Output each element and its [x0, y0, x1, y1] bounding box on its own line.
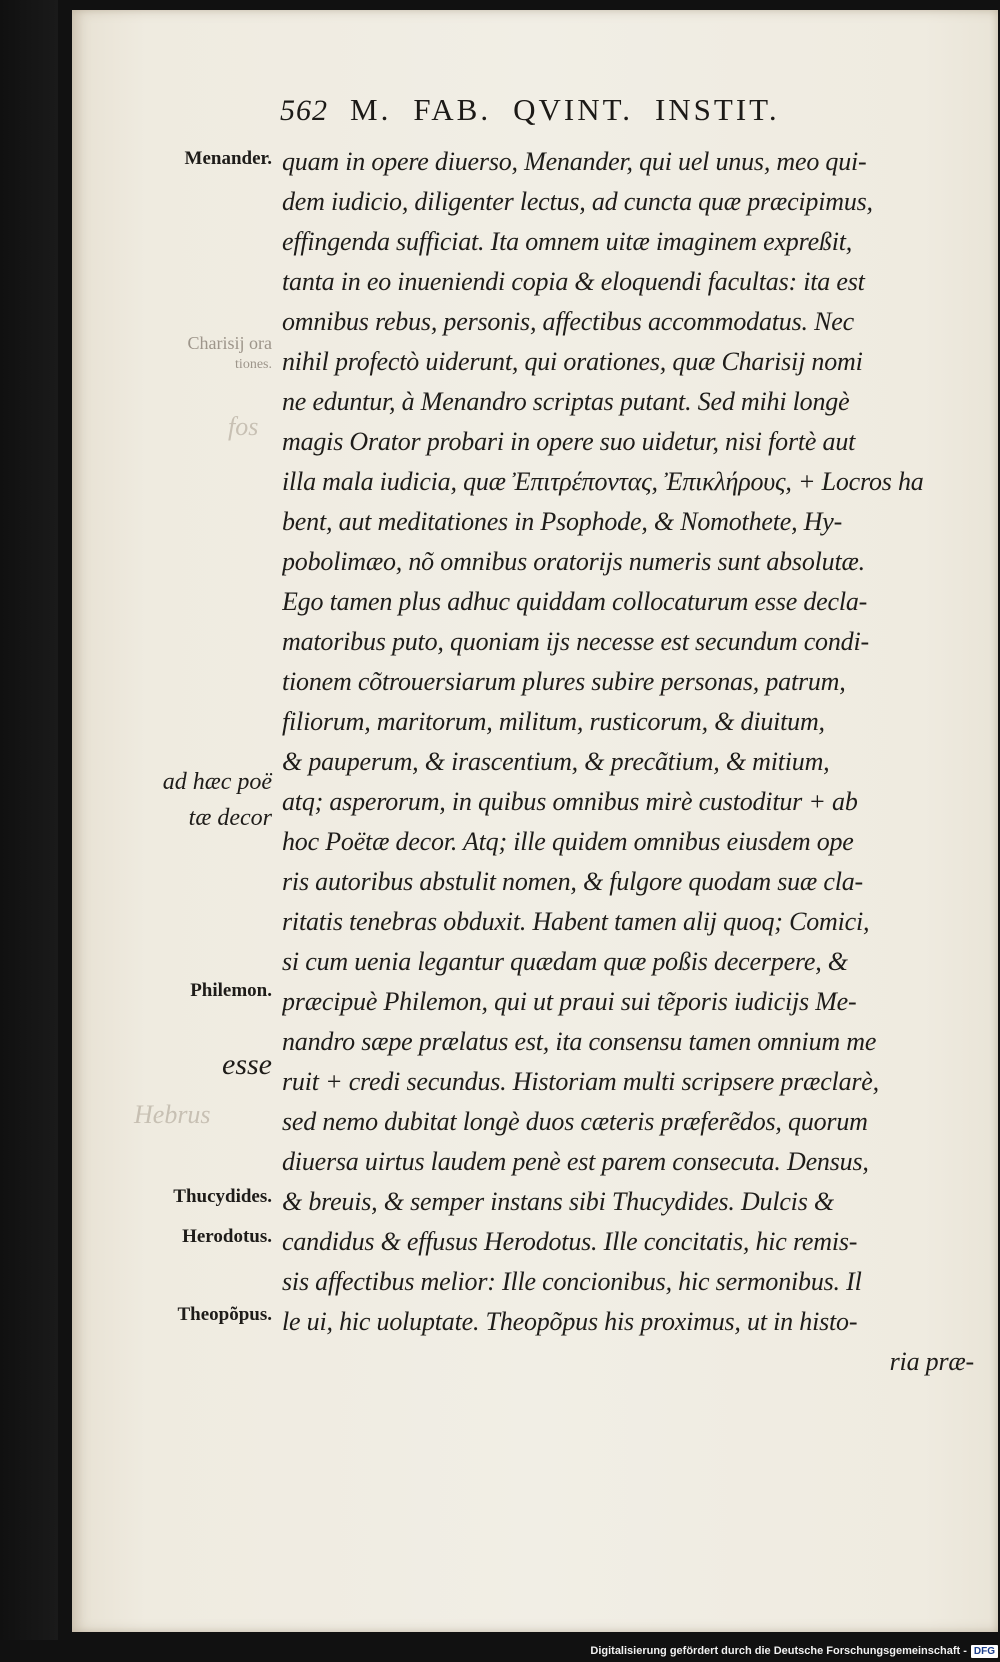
- margin-note-philemon: Philemon.: [190, 980, 272, 1001]
- text-line: quam in opere diuerso, Menander, qui uel unus, meo qui-: [282, 147, 867, 176]
- text-line: filiorum, maritorum, militum, rusticorum, & diuitum,: [282, 707, 825, 736]
- text-line: matoribus puto, quoniam ijs necesse est secundum condi-: [282, 627, 869, 656]
- page-number: 562: [280, 94, 328, 127]
- text-line: effingenda sufficiat. Ita omnem uitæ imaginem expreßit,: [282, 227, 853, 256]
- text-line: omnibus rebus, personis, affectibus accommodatus. Nec: [282, 307, 854, 336]
- text-line: ris autoribus abstulit nomen, & fulgore quodam suæ cla-: [282, 867, 863, 896]
- credit-text: Digitalisierung gefördert durch die Deutsche Forschungsgemeinschaft -: [590, 1645, 967, 1657]
- margin-note-adhaec: ad hæc poë: [162, 769, 272, 795]
- text-line: & pauperum, & irascentium, & precãtium, & mitium,: [282, 747, 830, 776]
- catchword: ria præ-: [889, 1347, 974, 1376]
- digitization-credit: [580, 1642, 998, 1660]
- text-line: ruit + credi secundus. Historiam multi scripsere præclarè,: [282, 1067, 879, 1096]
- text-line: hoc Poëtæ decor. Atq; ille quidem omnibus eiusdem ope: [282, 827, 854, 856]
- book-page: [72, 10, 998, 1632]
- margin-note-thucydides: Thucydides.: [173, 1186, 272, 1207]
- running-title-work: INSTIT.: [654, 92, 780, 127]
- text-line: illa mala iudicia, quæ Ἐπιτρέποντας, Ἐπικλήρους, + Locros ha: [282, 467, 924, 496]
- running-title-surname: QVINT.: [513, 92, 633, 127]
- ghost-mark-hebrus: Hebrus: [134, 1100, 211, 1129]
- text-line: & breuis, & semper instans sibi Thucydides. Dulcis &: [282, 1187, 834, 1216]
- margin-note-charisii-cont: tiones.: [235, 357, 272, 372]
- text-line: tionem cõtrouersiarum plures subire personas, patrum,: [282, 667, 846, 696]
- text-line: Ego tamen plus adhuc quiddam collocaturum esse decla-: [282, 587, 868, 616]
- text-line: nandro sæpe prælatus est, ita consensu tamen omnium me: [282, 1027, 877, 1056]
- ghost-mark-fos: fos: [228, 412, 259, 441]
- text-line: sis affectibus melior: Ille concionibus, hic sermonibus. Il: [282, 1267, 862, 1296]
- text-line: ritatis tenebras obduxit. Habent tamen alij quoq; Comici,: [282, 907, 870, 936]
- text-line: nihil profectò uiderunt, qui orationes, quæ Charisij nomi: [282, 347, 863, 376]
- margin-note-theopompus: Theopõpus.: [177, 1304, 272, 1325]
- text-line: atq; asperorum, in quibus omnibus mirè custoditur + ab: [282, 787, 858, 816]
- text-line: si cum uenia legantur quædam quæ poßis decerpere, &: [282, 947, 848, 976]
- scan-left-edge: [0, 0, 58, 1640]
- text-line: tanta in eo inueniendi copia & eloquendi facultas: ita est: [282, 267, 865, 296]
- running-title-author: M.: [350, 92, 392, 127]
- page-content: [72, 10, 998, 1632]
- text-line: candidus & effusus Herodotus. Ille concitatis, hic remis-: [282, 1227, 858, 1256]
- margin-note-herodotus: Herodotus.: [182, 1226, 272, 1247]
- margin-note-esse: esse: [222, 1048, 272, 1081]
- text-line: sed nemo dubitat longè duos cæteris præferẽdos, quorum: [282, 1107, 868, 1136]
- text-line: pobolimæo, nõ omnibus oratorijs numeris sunt absolutæ.: [282, 547, 865, 576]
- running-head: [280, 92, 970, 132]
- text-line: ne eduntur, à Menandro scriptas putant. Sed mihi longè: [282, 387, 850, 416]
- text-line: le ui, hic uoluptate. Theopõpus his proximus, ut in histo-: [282, 1307, 858, 1336]
- main-text: [282, 142, 994, 1382]
- text-line: bent, aut meditationes in Psophode, & Nomothete, Hy-: [282, 507, 843, 536]
- margin-note-menander: Menander.: [184, 148, 272, 169]
- text-line: dem iudicio, diligenter lectus, ad cuncta quæ præcipimus,: [282, 187, 873, 216]
- text-line: magis Orator probari in opere suo uidetur, nisi fortè aut: [282, 427, 856, 456]
- margin-note-decor: tæ decor: [188, 805, 272, 831]
- margin-note-charisii: Charisij ora: [187, 333, 272, 353]
- running-title-name: FAB.: [413, 92, 492, 127]
- dfg-logo: DFG: [971, 1645, 998, 1658]
- text-line: diuersa uirtus laudem penè est parem consecuta. Densus,: [282, 1147, 869, 1176]
- text-line: præcipuè Philemon, qui ut praui sui tẽporis iudicijs Me-: [282, 987, 857, 1016]
